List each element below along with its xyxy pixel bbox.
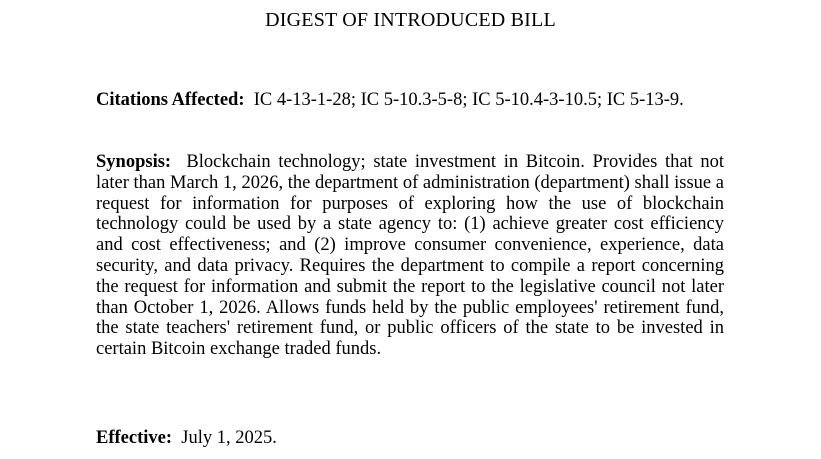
citations-label: Citations Affected: [96, 90, 245, 110]
citations-section [96, 90, 724, 111]
citations-text: IC 4-13-1-28; IC 5-10.3-5-8; IC 5-10.4-3-10.5; IC 5-13-9. [253, 90, 684, 110]
effective-label: Effective: [96, 428, 173, 448]
effective-text: July 1, 2025. [181, 428, 277, 448]
synopsis-label: Synopsis: [96, 152, 172, 172]
synopsis-section [96, 152, 724, 360]
document-title: DIGEST OF INTRODUCED BILL [265, 9, 556, 31]
synopsis-text: Blockchain technology; state investment in Bitcoin. Provides that not later than March 1, 2026, the department of administration (department) shall issue a request for information for purposes of exploring how the use of blockchain technology could be used by a state agency to: (1) achieve greater cost efficiency and cost effectiveness; and (2) improve consumer convenience, experience, data security, and data privacy. Requires the department to compile a report concerning the request for information and submit the report to the legislative council not later than October 1, 2026. Allows funds held by the public employees' retirement fund, the state teachers' retirement fund, or public officers of the state to be invested in certain Bitcoin exchange traded funds. [96, 152, 724, 360]
effective-section [96, 428, 724, 449]
